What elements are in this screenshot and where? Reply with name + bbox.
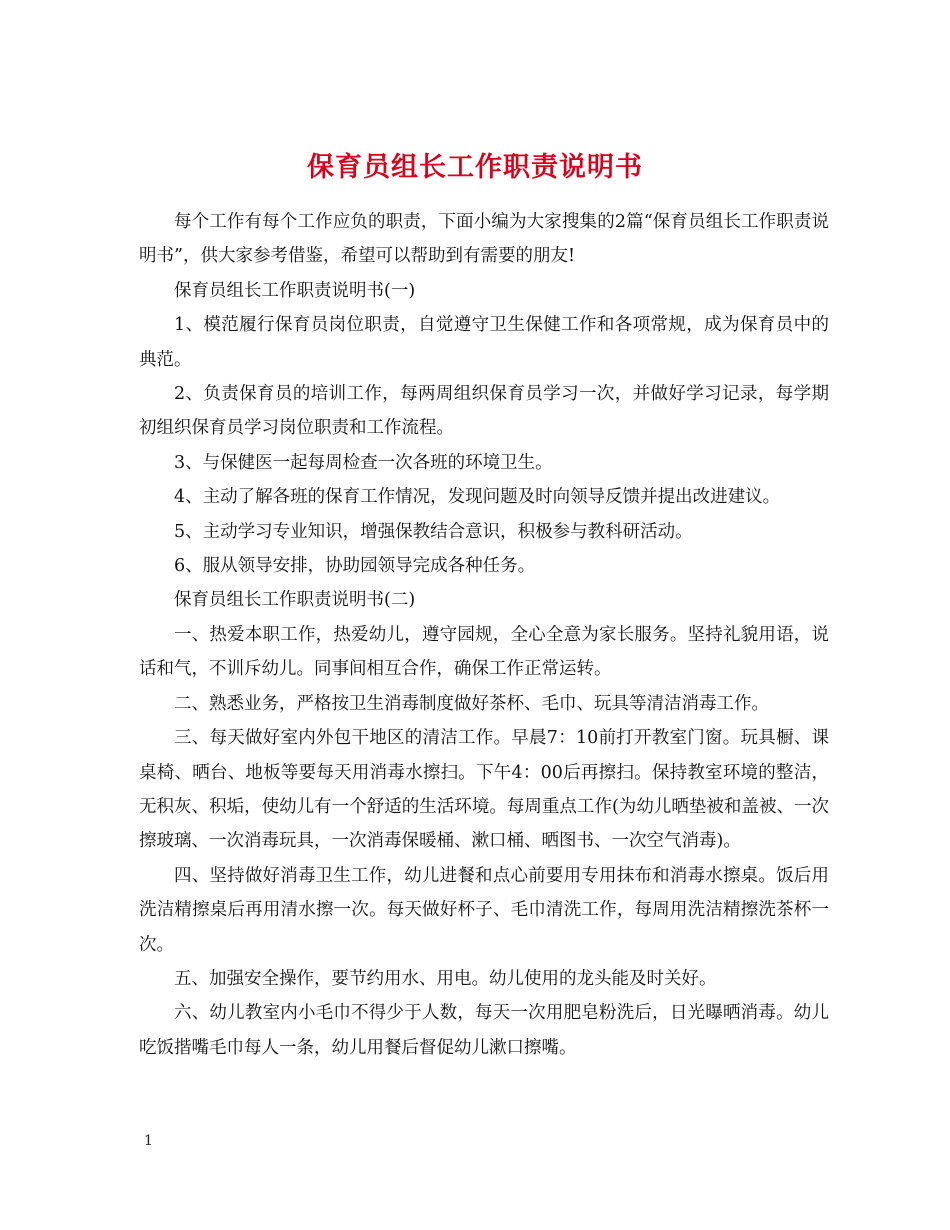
duty-item-3: 3、与保健医一起每周检查一次各班的环境卫生。 <box>174 452 553 473</box>
section-heading-two: 保育员组长工作职责说明书(二) <box>174 590 416 611</box>
duty-item-1: 1、模范履行保育员岗位职责，自觉遵守卫生保健工作和各项常规，成为保育员中的典范。 <box>139 315 829 370</box>
page-number: 1 <box>144 1133 153 1149</box>
intro-paragraph: 每个工作有每个工作应负的职责，下面小编为大家搜集的2篇“保育员组长工作职责说明书”，供大家参考借鉴，希望可以帮助到有需要的朋友! <box>139 212 829 267</box>
duty-item-5: 5、主动学习专业知识，增强保教结合意识，积极参与教科研活动。 <box>174 521 693 542</box>
duty-item-4: 4、主动了解各班的保育工作情况，发现问题及时向领导反馈并提出改进建议。 <box>174 487 781 508</box>
duty-item-five: 五、加强安全操作，要节约用水、用电。幼儿使用的龙头能及时关好。 <box>174 968 717 989</box>
duty-item-three: 三、每天做好室内外包干地区的清洁工作。早晨7：10前打开教室门窗。玩具橱、课桌椅、晒台、地板等要每天用消毒水擦扫。下午4：00后再擦扫。保持教室环境的整洁，无积灰、积垢，使幼儿有一个舒适的生活环境。每周重点工作(为幼儿晒垫被和盖被、一次擦玻璃、一次消毒玩具，一次消毒保暖桶、漱口桶、晒图书、一次空气消毒)。 <box>139 728 829 852</box>
duty-item-2: 2、负责保育员的培训工作，每两周组织保育员学习一次，并做好学习记录，每学期初组织保育员学习岗位职责和工作流程。 <box>139 384 829 439</box>
duty-item-two: 二、熟悉业务，严格按卫生消毒制度做好茶杯、毛巾、玩具等清洁消毒工作。 <box>174 693 769 714</box>
duty-item-one: 一、热爱本职工作，热爱幼儿，遵守园规，全心全意为家长服务。坚持礼貌用语，说话和气，不训斥幼儿。同事间相互合作，确保工作正常运转。 <box>139 624 829 680</box>
document-title: 保育员组长工作职责说明书 <box>307 152 643 184</box>
section-heading-one: 保育员组长工作职责说明书(一) <box>174 280 416 301</box>
duty-item-6: 6、服从领导安排，协助园领导完成各种任务。 <box>174 556 536 577</box>
duty-item-four: 四、坚持做好消毒卫生工作，幼儿进餐和点心前要用专用抹布和消毒水擦桌。饭后用洗洁精擦桌后再用清水擦一次。每天做好杯子、毛巾清洗工作，每周用洗洁精擦洗茶杯一次。 <box>139 865 829 955</box>
duty-item-six: 六、幼儿教室内小毛巾不得少于人数，每天一次用肥皂粉洗后，日光曝晒消毒。幼儿吃饭揩嘴毛巾每人一条，幼儿用餐后督促幼儿漱口擦嘴。 <box>139 1003 829 1058</box>
document-body <box>139 205 829 1065</box>
